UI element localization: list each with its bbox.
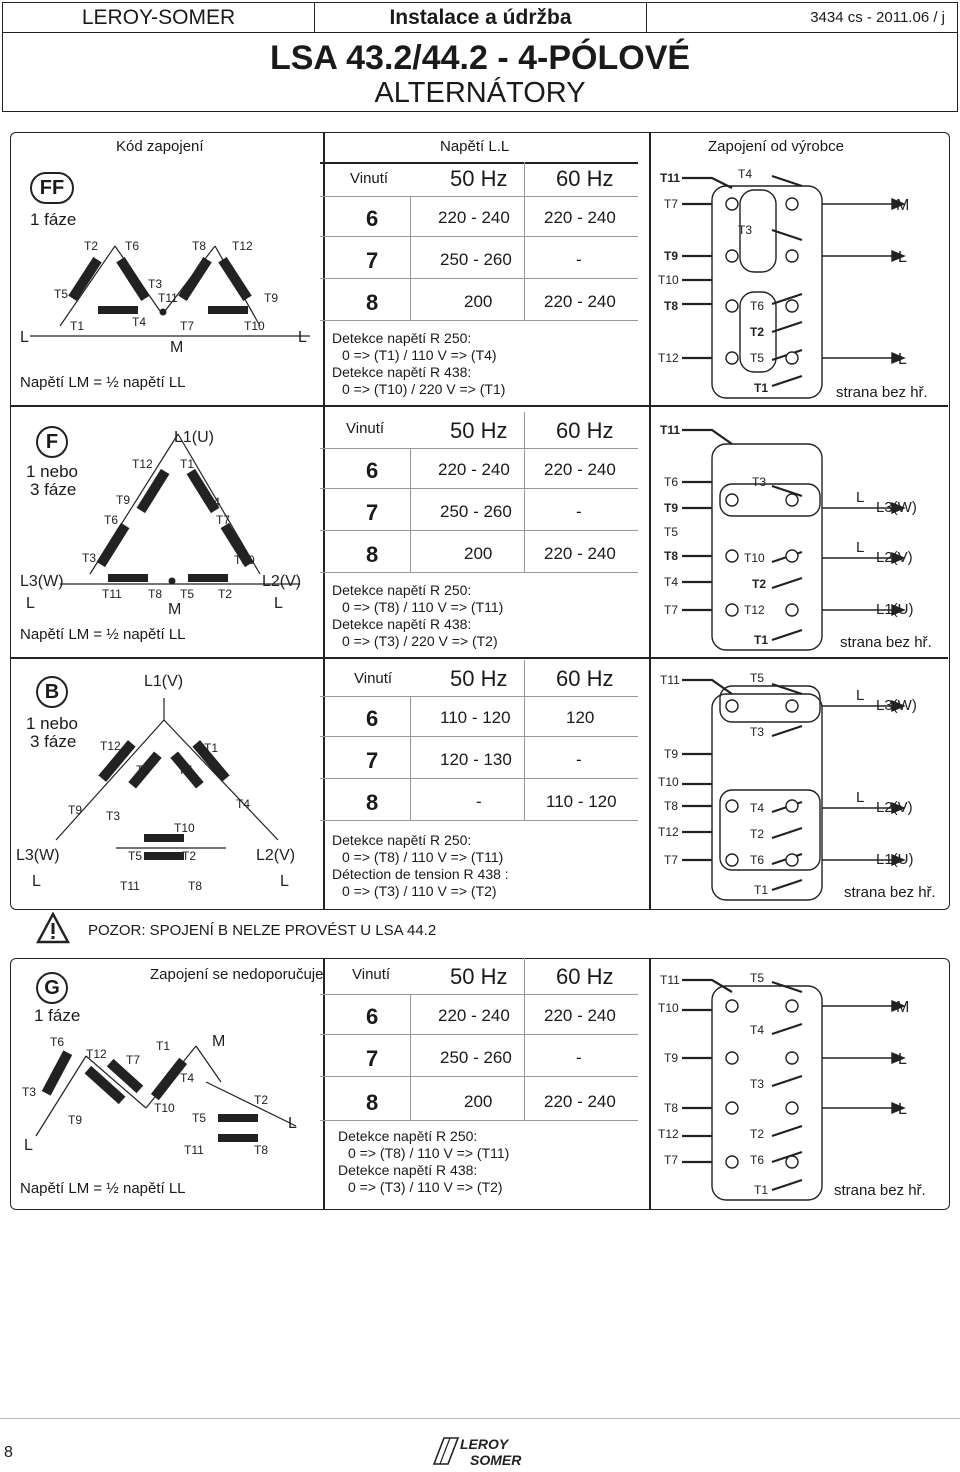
- svg-text:L: L: [898, 1051, 907, 1068]
- g-row1-60: 220 - 240: [544, 1006, 616, 1025]
- svg-text:T10: T10: [244, 319, 265, 333]
- svg-text:T6: T6: [104, 513, 119, 527]
- b-row3-50: -: [476, 792, 482, 811]
- svg-text:T8: T8: [188, 879, 203, 893]
- ff-winding-header: Vinutí: [350, 170, 389, 187]
- svg-text:M: M: [896, 999, 910, 1016]
- f-row3-60: 220 - 240: [544, 544, 616, 563]
- f-wiring-diagram: [20, 424, 320, 624]
- f-60hz-header: 60 Hz: [556, 418, 614, 443]
- b-phase-1: 1 nebo: [26, 714, 78, 733]
- f-row1-winding: 6: [366, 458, 379, 483]
- svg-text:T8: T8: [254, 1143, 269, 1157]
- svg-text:L1(U): L1(U): [174, 429, 215, 446]
- svg-text:T4: T4: [132, 315, 147, 329]
- f-50hz-header: 50 Hz: [450, 418, 508, 443]
- svg-text:L3(W): L3(W): [20, 573, 64, 590]
- svg-text:T7: T7: [664, 1153, 679, 1167]
- brand-name: LEROY-SOMER: [3, 3, 315, 33]
- svg-text:T5: T5: [180, 587, 195, 601]
- svg-text:T1: T1: [754, 1183, 769, 1197]
- svg-text:T12: T12: [232, 239, 253, 253]
- f-row1-60: 220 - 240: [544, 460, 616, 479]
- svg-text:T9: T9: [664, 249, 679, 263]
- svg-text:SOMER: SOMER: [470, 1452, 522, 1468]
- svg-text:T9: T9: [664, 1051, 679, 1065]
- svg-text:L1(V): L1(V): [144, 673, 184, 690]
- svg-text:T3: T3: [22, 1085, 37, 1099]
- b-terminal-board: [652, 666, 948, 902]
- svg-text:T7: T7: [664, 197, 679, 211]
- svg-text:T5: T5: [192, 1111, 207, 1125]
- svg-text:T7: T7: [178, 763, 193, 777]
- svg-text:T11: T11: [660, 171, 681, 185]
- f-terminal-board: [652, 416, 948, 652]
- doc-reference: 3434 cs - 2011.06 / j: [647, 3, 957, 33]
- svg-text:T9: T9: [264, 291, 279, 305]
- svg-text:T10: T10: [154, 1101, 175, 1115]
- svg-text:L: L: [298, 329, 307, 346]
- ff-detection: Detekce napětí R 250: 0 => (T1) / 110 V => (T4) Detekce napětí R 438: 0 => (T10) / 220 V => (T1): [332, 330, 506, 397]
- svg-text:T8: T8: [664, 549, 679, 563]
- b-phase-2: 3 fáze: [30, 732, 77, 751]
- warning-text: POZOR: SPOJENÍ B NELZE PROVÉST U LSA 44.2: [88, 922, 437, 939]
- svg-text:T4: T4: [236, 797, 251, 811]
- svg-text:T7: T7: [664, 603, 679, 617]
- svg-text:M: M: [170, 339, 184, 356]
- badge-ff: FF: [30, 172, 74, 204]
- svg-text:T12: T12: [658, 825, 679, 839]
- svg-text:T11: T11: [120, 879, 140, 893]
- svg-text:L3(W): L3(W): [876, 499, 917, 516]
- ff-60hz-header: 60 Hz: [556, 166, 614, 191]
- svg-text:T8: T8: [664, 299, 679, 313]
- svg-text:L2(V): L2(V): [876, 799, 913, 816]
- svg-text:L: L: [898, 1101, 907, 1118]
- svg-text:L: L: [280, 873, 289, 890]
- f-row2-50: 250 - 260: [440, 502, 512, 521]
- svg-text:L: L: [32, 873, 41, 890]
- svg-text:T1: T1: [754, 381, 769, 395]
- g-phase: 1 fáze: [34, 1006, 81, 1025]
- svg-text:T6: T6: [136, 763, 151, 777]
- svg-text:T7: T7: [126, 1053, 141, 1067]
- svg-text:T5: T5: [750, 351, 765, 365]
- svg-text:L2(V): L2(V): [262, 573, 302, 590]
- ff-row3-50: 200: [464, 292, 493, 311]
- f-phase-2: 3 fáze: [30, 480, 77, 499]
- svg-text:T6: T6: [50, 1035, 65, 1049]
- f-row3-50: 200: [464, 544, 493, 563]
- svg-text:T2: T2: [218, 587, 233, 601]
- svg-text:T4: T4: [750, 801, 765, 815]
- svg-text:T11: T11: [660, 423, 681, 437]
- g-row3-winding: 8: [366, 1090, 379, 1115]
- svg-text:T6: T6: [125, 239, 140, 253]
- svg-text:T11: T11: [102, 587, 122, 601]
- page-title: LSA 43.2/44.2 - 4-PÓLOVÉ: [269, 39, 691, 77]
- svg-text:L3(W): L3(W): [876, 697, 917, 714]
- page-subtitle: ALTERNÁTORY: [374, 77, 586, 109]
- svg-text:T1: T1: [156, 1039, 171, 1053]
- g-row2-60: -: [576, 1048, 582, 1067]
- g-row2-50: 250 - 260: [440, 1048, 512, 1067]
- svg-text:T6: T6: [750, 1153, 765, 1167]
- svg-text:T4: T4: [206, 495, 221, 509]
- ff-50hz-header: 50 Hz: [450, 166, 508, 191]
- b-60hz-header: 60 Hz: [556, 666, 614, 691]
- svg-text:L2(V): L2(V): [876, 549, 913, 566]
- b-50hz-header: 50 Hz: [450, 666, 508, 691]
- svg-text:T12: T12: [100, 739, 121, 753]
- svg-text:T4: T4: [664, 575, 679, 589]
- svg-text:T8: T8: [148, 587, 163, 601]
- svg-text:L: L: [24, 1137, 33, 1154]
- b-wiring-diagram: [16, 668, 316, 900]
- ff-row1-50: 220 - 240: [438, 208, 510, 227]
- ff-row2-60: -: [576, 250, 582, 269]
- g-detection: Detekce napětí R 250: 0 => (T8) / 110 V => (T11) Detekce napětí R 438: 0 => (T3) / 110 V => (T2): [338, 1128, 510, 1195]
- svg-text:T4: T4: [750, 1023, 765, 1037]
- g-60hz-header: 60 Hz: [556, 964, 614, 989]
- svg-text:L: L: [856, 687, 865, 704]
- col-code-header: Kód zapojení: [116, 138, 204, 155]
- svg-text:T10: T10: [234, 553, 255, 567]
- svg-text:T5: T5: [128, 849, 143, 863]
- svg-text:T6: T6: [750, 853, 765, 867]
- ff-row1-winding: 6: [366, 206, 379, 231]
- svg-text:T1: T1: [754, 633, 769, 647]
- svg-text:T2: T2: [750, 325, 765, 339]
- svg-text:T1: T1: [754, 883, 769, 897]
- svg-text:T9: T9: [664, 501, 679, 515]
- badge-b: B: [36, 676, 68, 708]
- svg-text:M: M: [168, 601, 182, 618]
- svg-text:T7: T7: [180, 319, 195, 333]
- page-header: [2, 2, 958, 112]
- svg-text:T11: T11: [660, 673, 680, 687]
- svg-text:T5: T5: [54, 287, 69, 301]
- ff-row3-60: 220 - 240: [544, 292, 616, 311]
- svg-text:T12: T12: [658, 1127, 679, 1141]
- footer-divider: [0, 1418, 960, 1419]
- svg-text:T1: T1: [204, 741, 219, 755]
- svg-text:L: L: [274, 595, 283, 612]
- b-row3-60: 110 - 120: [546, 792, 617, 811]
- f-row1-50: 220 - 240: [438, 460, 510, 479]
- f-winding-header: Vinutí: [346, 420, 385, 437]
- svg-text:L: L: [20, 329, 29, 346]
- svg-text:T10: T10: [658, 775, 679, 789]
- b-row2-50: 120 - 130: [440, 750, 512, 769]
- g-note: Napětí LM = ½ napětí LL: [20, 1180, 186, 1197]
- svg-text:T2: T2: [752, 577, 767, 591]
- b-winding-header: Vinutí: [354, 670, 393, 687]
- svg-text:L: L: [898, 351, 907, 368]
- col-voltage-header: Napětí L.L: [440, 138, 510, 155]
- svg-text:T5: T5: [750, 671, 765, 685]
- f-row2-60: -: [576, 502, 582, 521]
- g-wiring-diagram: [16, 1026, 316, 1166]
- f-note: Napětí LM = ½ napětí LL: [20, 626, 186, 643]
- svg-text:T3: T3: [750, 1077, 765, 1091]
- svg-text:T10: T10: [658, 1001, 679, 1015]
- svg-text:T4: T4: [738, 167, 753, 181]
- ff-row3-winding: 8: [366, 290, 379, 315]
- b-row1-winding: 6: [366, 706, 379, 731]
- svg-text:T5: T5: [750, 971, 765, 985]
- g-terminal-board: [652, 962, 948, 1202]
- svg-text:L1(U): L1(U): [876, 851, 914, 868]
- svg-text:T4: T4: [180, 1071, 195, 1085]
- svg-text:T9: T9: [68, 803, 83, 817]
- svg-text:T9: T9: [68, 1113, 83, 1127]
- svg-text:LEROY: LEROY: [460, 1436, 509, 1452]
- ff-terminal-board: [652, 164, 948, 400]
- svg-text:T11: T11: [184, 1143, 204, 1157]
- b-row3-winding: 8: [366, 790, 379, 815]
- ff-note: Napětí LM = ½ napětí LL: [20, 374, 186, 391]
- page-number: 8: [4, 1444, 13, 1461]
- svg-text:T12: T12: [744, 603, 765, 617]
- g-row1-50: 220 - 240: [438, 1006, 510, 1025]
- svg-text:L3(W): L3(W): [16, 847, 60, 864]
- svg-text:T3: T3: [750, 725, 765, 739]
- g-side-label: strana bez hř.: [834, 1182, 926, 1199]
- svg-text:T1: T1: [180, 457, 195, 471]
- svg-text:T3: T3: [738, 223, 753, 237]
- g-50hz-header: 50 Hz: [450, 964, 508, 989]
- leroy-somer-logo: [430, 1434, 528, 1468]
- svg-text:T2: T2: [84, 239, 99, 253]
- svg-text:T2: T2: [254, 1093, 269, 1107]
- svg-text:T10: T10: [744, 551, 765, 565]
- svg-text:T11: T11: [158, 291, 178, 305]
- b-side-label: strana bez hř.: [844, 884, 936, 901]
- svg-text:T3: T3: [106, 809, 121, 823]
- svg-text:T12: T12: [132, 457, 153, 471]
- col-factory-header: Zapojení od výrobce: [708, 138, 844, 155]
- badge-g: G: [36, 972, 68, 1004]
- svg-text:T6: T6: [664, 475, 679, 489]
- svg-text:T6: T6: [750, 299, 765, 313]
- svg-text:M: M: [896, 197, 910, 214]
- svg-text:M: M: [212, 1033, 226, 1050]
- svg-text:T12: T12: [86, 1047, 107, 1061]
- g-row3-50: 200: [464, 1092, 493, 1111]
- ff-row2-winding: 7: [366, 248, 379, 273]
- svg-text:T3: T3: [82, 551, 97, 565]
- f-row2-winding: 7: [366, 500, 379, 525]
- svg-text:T8: T8: [664, 1101, 679, 1115]
- svg-text:T7: T7: [216, 513, 231, 527]
- svg-text:L: L: [898, 249, 907, 266]
- svg-text:T9: T9: [116, 493, 131, 507]
- ff-phase: 1 fáze: [30, 210, 77, 229]
- f-phase-1: 1 nebo: [26, 462, 78, 481]
- svg-text:L1(U): L1(U): [876, 601, 914, 618]
- svg-text:T5: T5: [664, 525, 679, 539]
- b-detection: Detekce napětí R 250: 0 => (T8) / 110 V => (T11) Détection de tension R 438 : 0 => (T3) / 110 V => (T2): [332, 832, 509, 899]
- f-side-label: strana bez hř.: [840, 634, 932, 651]
- svg-text:L2(V): L2(V): [256, 847, 296, 864]
- svg-text:L: L: [856, 789, 865, 806]
- ff-row1-60: 220 - 240: [544, 208, 616, 227]
- g-row2-winding: 7: [366, 1046, 379, 1071]
- f-detection: Detekce napětí R 250: 0 => (T8) / 110 V => (T11) Detekce napětí R 438: 0 => (T3) / 220 V => (T2): [332, 582, 504, 649]
- svg-text:L: L: [856, 489, 865, 506]
- svg-text:L: L: [856, 539, 865, 556]
- f-row3-winding: 8: [366, 542, 379, 567]
- svg-text:T11: T11: [660, 973, 680, 987]
- svg-text:T12: T12: [658, 351, 679, 365]
- g-row1-winding: 6: [366, 1004, 379, 1029]
- g-not-recommended: Zapojení se nedoporučuje: [150, 966, 324, 983]
- badge-f: F: [36, 426, 68, 458]
- b-row1-60: 120: [566, 708, 595, 727]
- ff-side-label: strana bez hř.: [836, 384, 928, 401]
- svg-text:T9: T9: [664, 747, 679, 761]
- svg-text:T1: T1: [70, 319, 85, 333]
- svg-text:T10: T10: [174, 821, 195, 835]
- svg-text:T3: T3: [752, 475, 767, 489]
- g-winding-header: Vinutí: [352, 966, 391, 983]
- ff-wiring-diagram: [20, 236, 320, 366]
- svg-text:T2: T2: [750, 827, 765, 841]
- svg-text:T10: T10: [658, 273, 679, 287]
- g-row3-60: 220 - 240: [544, 1092, 616, 1111]
- svg-text:L: L: [26, 595, 35, 612]
- svg-text:L: L: [288, 1115, 297, 1132]
- svg-text:T3: T3: [148, 277, 163, 291]
- warning-triangle-icon: [36, 912, 70, 944]
- b-row2-60: -: [576, 750, 582, 769]
- svg-text:T2: T2: [182, 849, 197, 863]
- b-row1-50: 110 - 120: [440, 708, 511, 727]
- svg-text:T2: T2: [750, 1127, 765, 1141]
- svg-text:T7: T7: [664, 853, 679, 867]
- section-name: Instalace a údržba: [315, 3, 647, 33]
- svg-text:T8: T8: [664, 799, 679, 813]
- svg-text:T8: T8: [192, 239, 207, 253]
- ff-row2-50: 250 - 260: [440, 250, 512, 269]
- b-row2-winding: 7: [366, 748, 379, 773]
